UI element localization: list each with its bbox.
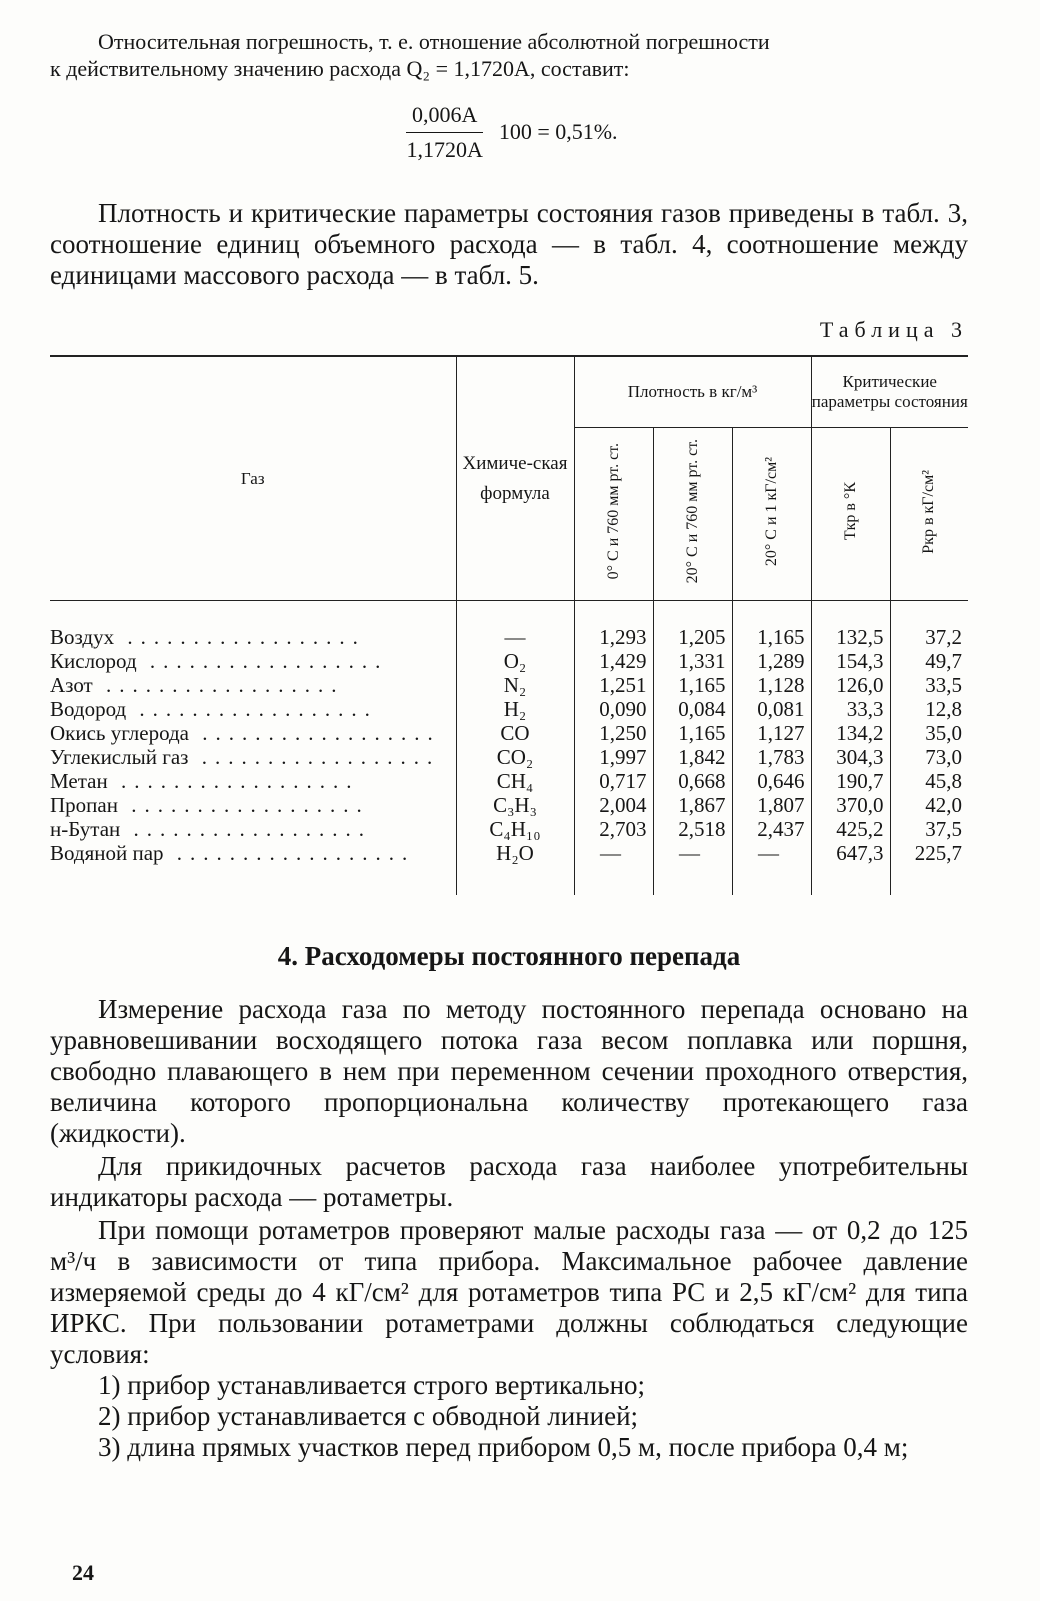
formula-cell: — — [456, 625, 574, 649]
table-row — [50, 697, 968, 721]
density-20c-1at-cell: — — [732, 841, 811, 865]
error-formula — [50, 90, 968, 174]
header-density-20c-1at: 20° С и 1 кГ/см² — [732, 428, 811, 601]
formula-cell: CO₂ — [456, 745, 574, 769]
density-0c-cell: 1,429 — [574, 649, 653, 673]
list-item: 1) прибор устанавливается строго вертикально; — [98, 1370, 646, 1400]
gas-name-cell: Углекислый газ .................. — [50, 745, 441, 769]
formula-cell: O₂ — [456, 649, 574, 673]
header-critical-temp: Tкр в °К — [811, 428, 890, 601]
intro-line-1: Относительная погрешность, т. е. отношение абсолютной погрешности — [98, 29, 770, 54]
gas-name-cell: Пропан .................. — [50, 793, 370, 817]
density-20c-cell: 0,668 — [653, 769, 732, 793]
density-20c-cell: 1,842 — [653, 745, 732, 769]
critical-temp-cell: 425,2 — [811, 817, 890, 841]
critical-temp-cell: 304,3 — [811, 745, 890, 769]
density-paragraph: Плотность и критические параметры состояния газов приведены в табл. 3, соотношение единиц объемного расхода — в табл. 4, соотношение между единицами массового расхода — в табл. 5. — [50, 198, 968, 290]
density-0c-cell: 1,251 — [574, 673, 653, 697]
formula-result: 100 = 0,51%. — [498, 119, 618, 144]
density-0c-cell: 0,090 — [574, 697, 653, 721]
critical-temp-cell: 134,2 — [811, 721, 890, 745]
density-20c-1at-cell: 2,437 — [732, 817, 811, 841]
table-row — [50, 673, 968, 697]
paragraph-2: Для прикидочных расчетов расхода газа наиболее употребительны индикаторы расхода — ротаметры. — [50, 1151, 968, 1212]
density-20c-1at-cell: 1,128 — [732, 673, 811, 697]
critical-pressure-cell: 42,0 — [890, 793, 968, 817]
gas-name-cell: Водяной пар .................. — [50, 841, 416, 865]
leader-dots: .................. — [163, 841, 416, 865]
density-20c-1at-cell: 1,127 — [732, 721, 811, 745]
density-20c-cell: 1,331 — [653, 649, 732, 673]
table-row — [50, 817, 968, 841]
density-0c-cell: 2,703 — [574, 817, 653, 841]
density-20c-1at-cell: 0,081 — [732, 697, 811, 721]
leader-dots: .................. — [126, 697, 378, 721]
formula-cell: N₂ — [456, 673, 574, 697]
density-20c-1at-cell: 1,783 — [732, 745, 811, 769]
paragraph-1: Измерение расхода газа по методу постоянного перепада основано на уравновешивании восходящего потока газа весом поплавка или поршня, свободно плавающего в нем при переменном сечении проходного отверстия, величина которого пропорциональна количеству протекающего газа (жидкости). — [50, 994, 968, 1148]
gas-table — [50, 355, 968, 895]
density-0c-cell: 1,997 — [574, 745, 653, 769]
gas-name-cell: Окись углерода .................. — [50, 721, 441, 745]
gas-name-cell: Азот .................. — [50, 673, 345, 697]
density-0c-cell: — — [574, 841, 653, 865]
density-20c-1at-cell: 1,289 — [732, 649, 811, 673]
density-20c-1at-cell: 0,646 — [732, 769, 811, 793]
formula-cell: H₂O — [456, 841, 574, 865]
table-row — [50, 793, 968, 817]
critical-temp-cell: 370,0 — [811, 793, 890, 817]
formula-cell: C₄H₁₀ — [456, 817, 574, 841]
intro-paragraph — [50, 28, 968, 82]
page — [50, 28, 968, 1463]
formula-numerator: 0,006A — [406, 102, 483, 133]
table-row — [50, 721, 968, 745]
density-20c-cell: 0,084 — [653, 697, 732, 721]
formula-cell: H₂ — [456, 697, 574, 721]
paragraph-3: При помощи ротаметров проверяют малые расходы газа — от 0,2 до 125 м³/ч в зависимости от типа прибора. Максимальное рабочее давление измеряемой среды до 4 кГ/см² для ротаметров типа РС и 2,5 кГ/см² для типа ИРКС. При пользовании ротаметрами должны соблюдаться следующие условия: — [50, 1215, 968, 1369]
critical-temp-cell: 33,3 — [811, 697, 890, 721]
leader-dots: .................. — [107, 769, 360, 793]
density-20c-cell: 1,205 — [653, 625, 732, 649]
critical-temp-cell: 154,3 — [811, 649, 890, 673]
gas-name-cell: н-Бутан .................. — [50, 817, 373, 841]
density-0c-cell: 2,004 — [574, 793, 653, 817]
header-density-group: Плотность в кг/м³ — [574, 356, 811, 428]
density-20c-cell: 1,165 — [653, 673, 732, 697]
critical-temp-cell: 190,7 — [811, 769, 890, 793]
gas-name-cell: Водород .................. — [50, 697, 378, 721]
critical-temp-cell: 132,5 — [811, 625, 890, 649]
gas-name-cell: Метан .................. — [50, 769, 360, 793]
density-0c-cell: 0,717 — [574, 769, 653, 793]
critical-pressure-cell: 73,0 — [890, 745, 968, 769]
critical-pressure-cell: 33,5 — [890, 673, 968, 697]
section-title: 4. Расходомеры постоянного перепада — [277, 941, 741, 971]
intro-line-2: к действительному значению расхода Q₂ = 1,1720A, составит: — [50, 56, 630, 81]
leader-dots: .................. — [136, 649, 389, 673]
leader-dots: .................. — [92, 673, 345, 697]
critical-pressure-cell: 12,8 — [890, 697, 968, 721]
critical-pressure-cell: 35,0 — [890, 721, 968, 745]
density-0c-cell: 1,293 — [574, 625, 653, 649]
critical-pressure-cell: 49,7 — [890, 649, 968, 673]
density-0c-cell: 1,250 — [574, 721, 653, 745]
list-item: 2) прибор устанавливается с обводной линией; — [98, 1401, 639, 1431]
critical-temp-cell: 126,0 — [811, 673, 890, 697]
density-20c-cell: 2,518 — [653, 817, 732, 841]
density-20c-cell: 1,165 — [653, 721, 732, 745]
critical-temp-cell: 647,3 — [811, 841, 890, 865]
density-20c-cell: — — [653, 841, 732, 865]
leader-dots: .................. — [189, 721, 441, 745]
page-number: 24 — [72, 1560, 94, 1585]
formula-denominator: 1,1720A — [406, 136, 483, 162]
density-20c-1at-cell: 1,807 — [732, 793, 811, 817]
critical-pressure-cell: 37,5 — [890, 817, 968, 841]
leader-dots: .................. — [114, 625, 366, 649]
formula-cell: C₃H₃ — [456, 793, 574, 817]
header-density-20c: 20° С и 760 мм рт. ст. — [653, 428, 732, 601]
leader-dots: .................. — [117, 793, 370, 817]
table-row — [50, 769, 968, 793]
header-formula: Химиче-ская формула — [456, 356, 574, 601]
formula-cell: CH₄ — [456, 769, 574, 793]
formula-cell: CO — [456, 721, 574, 745]
gas-name-cell: Кислород .................. — [50, 649, 389, 673]
table-row — [50, 745, 968, 769]
header-gas: Газ — [50, 356, 456, 601]
table-row — [50, 841, 968, 865]
critical-pressure-cell: 225,7 — [890, 841, 968, 865]
critical-pressure-cell: 45,8 — [890, 769, 968, 793]
leader-dots: .................. — [120, 817, 373, 841]
formula-fraction — [400, 102, 488, 163]
table-row — [50, 649, 968, 673]
gas-name-cell: Воздух .................. — [50, 625, 366, 649]
density-20c-cell: 1,867 — [653, 793, 732, 817]
list-item: 3) длина прямых участков перед прибором 0,5 м, после прибора 0,4 м; — [98, 1432, 909, 1462]
header-critical-pressure: Pкр в кГ/см² — [890, 428, 968, 601]
density-20c-1at-cell: 1,165 — [732, 625, 811, 649]
critical-pressure-cell: 37,2 — [890, 625, 968, 649]
header-critical-group: Критические параметры состояния — [811, 356, 968, 428]
header-density-0c: 0° С и 760 мм рт. ст. — [574, 428, 653, 601]
conditions-list — [50, 1370, 968, 1463]
table-row — [50, 625, 968, 649]
table-caption: Таблица 3 — [819, 317, 968, 342]
leader-dots: .................. — [188, 745, 441, 769]
